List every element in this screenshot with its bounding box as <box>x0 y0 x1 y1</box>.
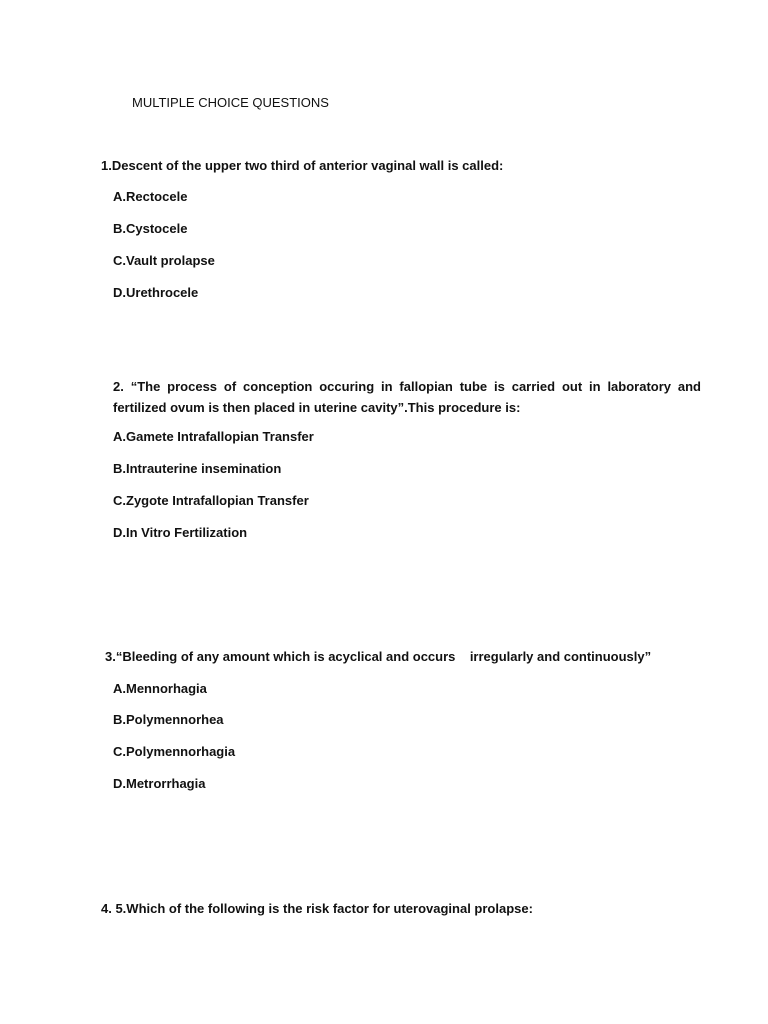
page-title: MULTIPLE CHOICE QUESTIONS <box>132 95 329 110</box>
question-4-text: 4. 5.Which of the following is the risk factor for uterovaginal prolapse: <box>101 901 533 916</box>
question-3-option-b: B.Polymennorhea <box>113 712 224 727</box>
question-1-option-c: C.Vault prolapse <box>113 253 215 268</box>
question-2-option-a: A.Gamete Intrafallopian Transfer <box>113 429 314 444</box>
question-2-text: 2. “The process of conception occuring in fallopian tube is carried out in laboratory and fertilized ovum is then placed in uterine cavity”.This procedure is: <box>113 379 701 415</box>
question-1-option-a: A.Rectocele <box>113 189 188 204</box>
question-3-text: 3.“Bleeding of any amount which is acyclical and occurs irregularly and continuously” <box>105 649 652 664</box>
question-1-option-d: D.Urethrocele <box>113 285 199 300</box>
question-3-option-a: A.Mennorhagia <box>113 681 207 696</box>
question-1-option-b: B.Cystocele <box>113 221 188 236</box>
question-3-option-d: D.Metrorrhagia <box>113 776 206 791</box>
question-2-option-b: B.Intrauterine insemination <box>113 461 282 476</box>
question-2-option-c: C.Zygote Intrafallopian Transfer <box>113 493 309 508</box>
question-2-option-d: D.In Vitro Fertilization <box>113 525 248 540</box>
question-3-option-c: C.Polymennorhagia <box>113 744 236 759</box>
question-1-text: 1.Descent of the upper two third of anterior vaginal wall is called: <box>101 158 504 173</box>
